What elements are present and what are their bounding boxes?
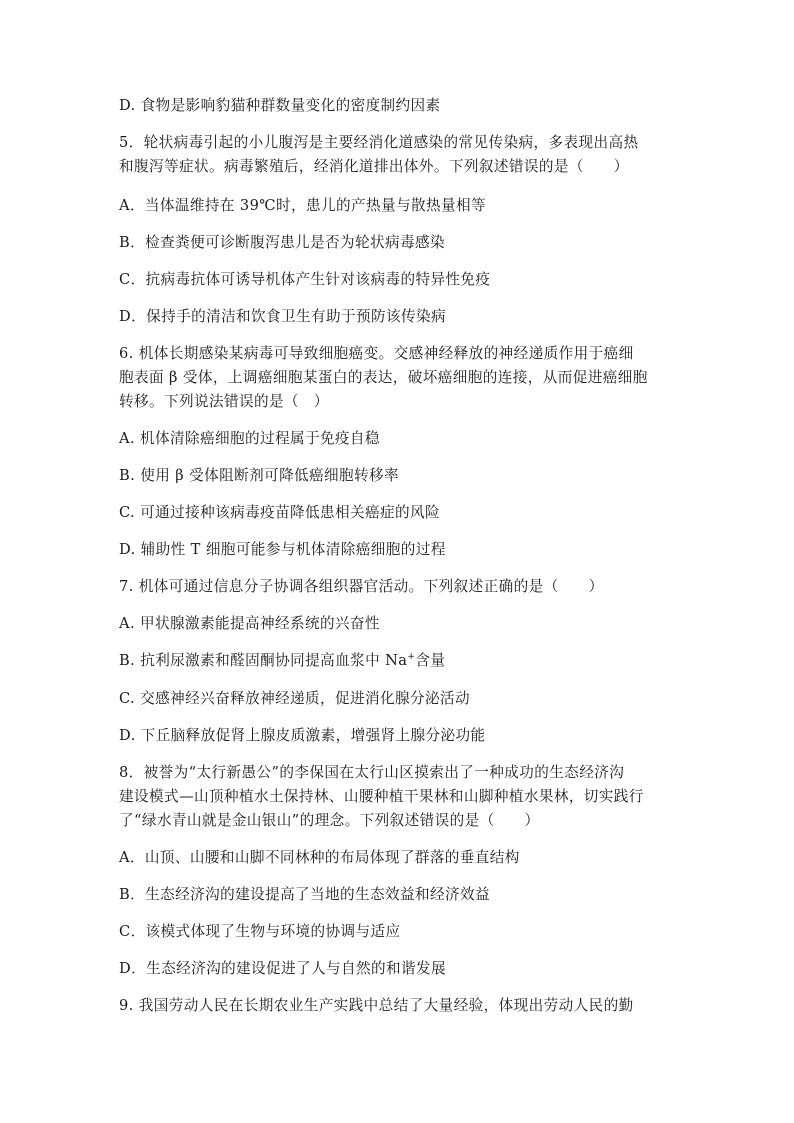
- q6-option-d: D. 辅助性 T 细胞可能参与机体清除癌细胞的过程: [119, 541, 446, 558]
- q6-option-a: A. 机体清除癌细胞的过程属于免疫自稳: [119, 430, 380, 447]
- q8-option-d: D．生态经济沟的建设促进了人与自然的和谐发展: [119, 960, 446, 977]
- q5-option-d: D．保持手的清洁和饮食卫生有助于预防该传染病: [119, 308, 446, 325]
- q5-stem-line-1: 5．轮状病毒引起的小儿腹泻是主要经消化道感染的常见传染病，多表现出高热: [119, 134, 639, 151]
- q4-option-d: D. 食物是影响豹猫种群数量变化的密度制约因素: [119, 97, 441, 114]
- q8-option-c: C．该模式体现了生物与环境的协调与适应: [119, 923, 401, 940]
- q6-stem-line-3: 转移。下列说法错误的是（ ）: [119, 393, 329, 410]
- q8-stem-line-3: 了“绿水青山就是金山银山”的理念。下列叙述错误的是（ ）: [119, 812, 540, 829]
- q5-option-a: A．当体温维持在 39℃时，患儿的产热量与散热量相等: [119, 197, 486, 214]
- q8-stem-line-1: 8．被誉为“太行新愚公”的李保国在太行山区摸索出了一种成功的生态经济沟: [119, 764, 625, 781]
- q7-option-c: C. 交感神经兴奋释放神经递质，促进消化腺分泌活动: [119, 690, 470, 707]
- q5-stem-line-2: 和腹泻等症状。病毒繁殖后，经消化道排出体外。下列叙述错误的是（ ）: [119, 158, 629, 175]
- q7-stem: 7. 机体可通过信息分子协调各组织器官活动。下列叙述正确的是（ ）: [119, 578, 604, 595]
- q5-option-b: B．检查粪便可诊断腹泻患儿是否为轮状病毒感染: [119, 234, 445, 251]
- q7-option-a: A. 甲状腺激素能提高神经系统的兴奋性: [119, 615, 380, 632]
- sodium-ion-charge: +: [407, 652, 416, 663]
- q5-option-c: C．抗病毒抗体可诱导机体产生针对该病毒的特异性免疫: [119, 271, 491, 288]
- q7-option-b-text: B. 抗利尿激素和醛固酮协同提高血浆中 Na: [119, 652, 408, 669]
- q7-option-b: [119, 651, 679, 671]
- q8-stem-line-2: 建设模式—山顶种植水土保持林、山腰种植干果林和山脚种植水果林，切实践行: [119, 788, 644, 805]
- q7-option-d: D. 下丘脑释放促肾上腺皮质激素，增强肾上腺分泌功能: [119, 727, 486, 744]
- q8-option-b: B．生态经济沟的建设提高了当地的生态效益和经济效益: [119, 886, 490, 903]
- q9-stem-line-1: 9. 我国劳动人民在长期农业生产实践中总结了大量经验，体现出劳动人民的勤: [119, 997, 634, 1014]
- q6-stem-line-2: 胞表面 β 受体，上调癌细胞某蛋白的表达，破坏癌细胞的连接，从而促进癌细胞: [119, 369, 648, 386]
- q8-option-a: A．山顶、山腰和山脚不同林种的布局体现了群落的垂直结构: [119, 849, 520, 866]
- q6-option-b: B. 使用 β 受体阻断剂可降低癌细胞转移率: [119, 467, 400, 484]
- q6-stem-line-1: 6. 机体长期感染某病毒可导致细胞癌变。交感神经释放的神经递质作用于癌细: [119, 345, 634, 362]
- q7-option-b-tail: 含量: [415, 652, 446, 669]
- q6-option-c: C. 可通过接种该病毒疫苗降低患相关癌症的风险: [119, 504, 441, 521]
